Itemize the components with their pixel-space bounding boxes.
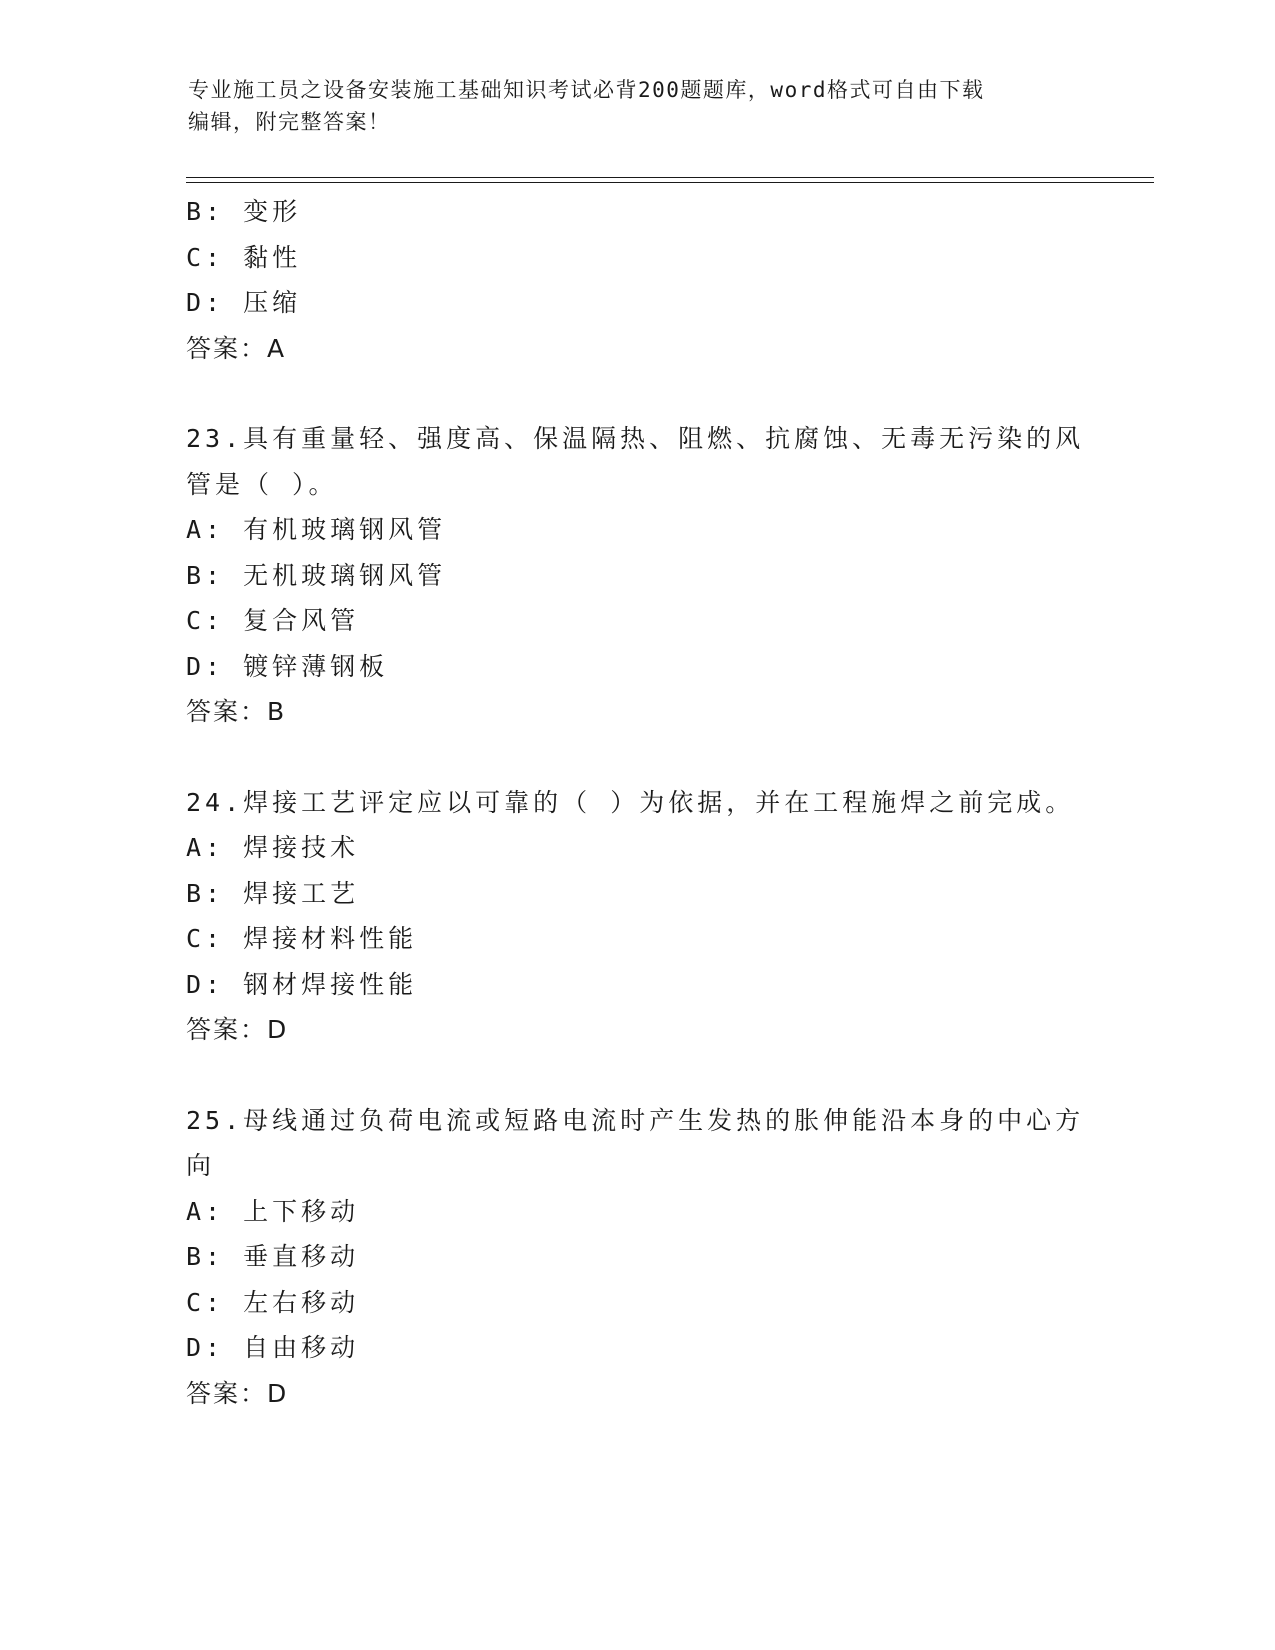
option-b: B: 垂直移动 <box>186 1242 360 1271</box>
question-list <box>186 189 1086 1416</box>
header-divider-top <box>186 177 1154 178</box>
option-b: B: 焊接工艺 <box>186 878 360 908</box>
answer-line: 答案：D <box>186 1015 289 1044</box>
question-text-line: 管是（ ）。 <box>186 469 338 499</box>
option-c: C: 黏性 <box>186 242 302 272</box>
header-divider-bottom <box>186 182 1154 183</box>
answer-line: 答案：D <box>186 1378 289 1408</box>
document-header <box>188 74 1088 138</box>
option-c: C: 焊接材料性能 <box>186 924 418 953</box>
option-b: B: 无机玻璃钢风管 <box>186 560 447 590</box>
option-b: B: 变形 <box>186 197 302 226</box>
question-text-line: 25.母线通过负荷电流或短路电流时产生发热的胀伸能沿本身的中心方 <box>186 1105 1085 1135</box>
option-d: D: 钢材焊接性能 <box>186 969 418 999</box>
option-c: C: 复合风管 <box>186 606 360 635</box>
spacer <box>186 735 1086 780</box>
question-23 <box>186 416 1086 735</box>
question-text-line: 24.焊接工艺评定应以可靠的（ ）为依据，并在工程施焊之前完成。 <box>186 787 1075 817</box>
option-d: D: 压缩 <box>186 288 302 317</box>
answer-line: 答案：A <box>186 333 287 363</box>
question-25 <box>186 1098 1086 1417</box>
option-a: A: 焊接技术 <box>186 833 360 862</box>
spacer <box>186 1053 1086 1098</box>
question-24 <box>186 780 1086 1053</box>
header-line-2: 编辑，附完整答案！ <box>188 110 391 134</box>
answer-line: 答案：B <box>186 697 287 726</box>
question-text-line: 23.具有重量轻、强度高、保温隔热、阻燃、抗腐蚀、无毒无污染的风 <box>186 424 1085 453</box>
option-d: D: 自由移动 <box>186 1333 360 1362</box>
option-a: A: 有机玻璃钢风管 <box>186 515 447 544</box>
spacer <box>186 371 1086 416</box>
header-line-1: 专业施工员之设备安装施工基础知识考试必背200题题库，word格式可自由下载 <box>188 78 985 102</box>
option-a: A: 上下移动 <box>186 1196 360 1226</box>
option-c: C: 左右移动 <box>186 1287 360 1317</box>
option-d: D: 镀锌薄钢板 <box>186 651 389 681</box>
question-22-continued <box>186 189 1086 371</box>
question-text-line: 向 <box>186 1151 216 1180</box>
